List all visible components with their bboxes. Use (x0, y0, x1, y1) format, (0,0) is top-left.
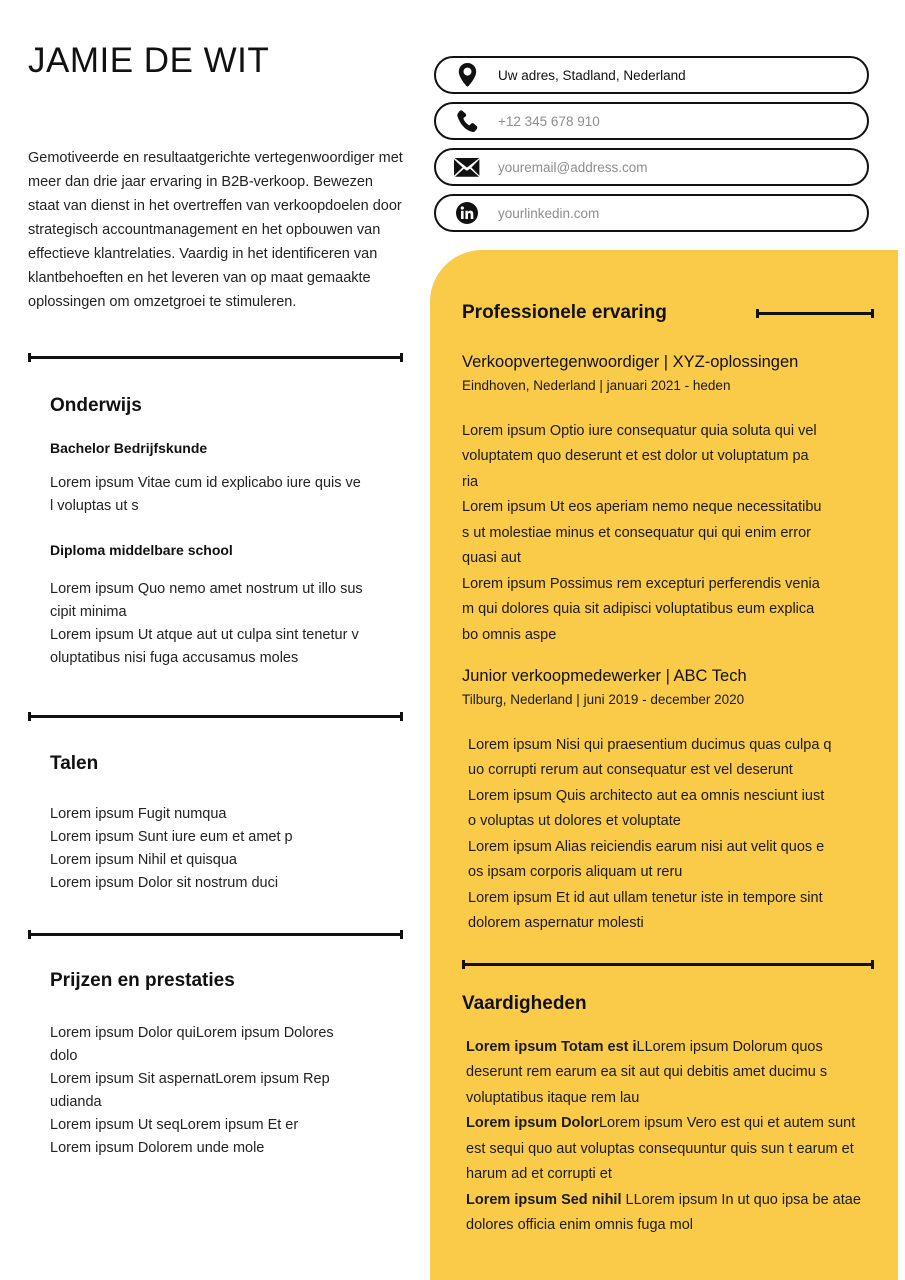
skill-label: Lorem ipsum Totam est i (466, 1038, 637, 1055)
text-line: s ut molestiae minus et consequatur qui qui enim error (462, 524, 811, 541)
education-entry-title: Diploma middelbare school (50, 541, 233, 558)
text-line: Lorem ipsum Sunt iure eum et amet p (50, 828, 293, 845)
text-line: Lorem ipsum Fugit numqua (50, 805, 227, 822)
education-entry (50, 440, 403, 518)
right-column (462, 250, 874, 1239)
text-line: dolorem aspernatur molesti (468, 915, 644, 932)
location-pin-icon (450, 63, 484, 87)
skills-list (462, 1035, 874, 1239)
text-line: Lorem ipsum Ut seqLorem ipsum Et er (50, 1116, 299, 1133)
text-line: Lorem ipsum Optio iure consequatur quia soluta qui vel (462, 422, 817, 439)
education-entry-title: Bachelor Bedrijfskunde (50, 439, 208, 456)
education-entry (50, 542, 403, 670)
section-heading-skills: Vaardigheden (462, 992, 587, 1014)
contact-item-linkedin[interactable] (434, 194, 869, 232)
skill-label: Lorem ipsum Sed nihil (466, 1191, 626, 1208)
job-title: Verkoopvertegenwoordiger | XYZ-oplossingen (462, 353, 799, 371)
experience-job (462, 352, 874, 648)
section-languages (28, 753, 403, 895)
text-line: m qui dolores quia sit adipisci voluptatibus eum explica (462, 601, 815, 618)
candidate-name: JAMIE DE WIT (28, 41, 270, 80)
text-line: ria (462, 473, 479, 490)
text-line: Lorem ipsum Vitae cum id explicabo iure quis ve (50, 474, 361, 491)
section-education (28, 395, 403, 670)
skill-item (466, 1035, 874, 1112)
section-awards (28, 970, 403, 1160)
text-line: Lorem ipsum Dolor quiLorem ipsum Dolores (50, 1024, 334, 1041)
skill-item (466, 1188, 874, 1239)
job-title: Junior verkoopmedewerker | ABC Tech (462, 667, 747, 686)
awards-lines (28, 1022, 403, 1160)
text-line: oluptatibus nisi fuga accusamus moles (50, 649, 299, 666)
section-heading-experience: Professionele ervaring (462, 302, 667, 323)
section-heading-education: Onderwijs (50, 394, 142, 416)
section-divider-languages (28, 715, 403, 718)
linkedin-icon (450, 202, 484, 224)
professional-summary: Gemotiveerde en resultaatgerichte vertegenwoordiger met meer dan drie jaar ervaring in B2B-verkoop. Bewezen staat van dienst in het overtreffen van verkoopdoelen door strategisch accountmanagement en het opbouwen van effectieve klantrelaties. Vaardig in het identificeren van klantbehoeften en het leveren van op maat gemaakte oplossingen om omzetgroei te stimuleren. (28, 149, 403, 310)
section-divider-skills (462, 963, 874, 966)
left-column (28, 42, 403, 1160)
text-line: Lorem ipsum Dolor sit nostrum duci (50, 874, 279, 891)
text-line: dolo (50, 1047, 78, 1064)
section-heading-languages: Talen (50, 752, 99, 774)
experience-heading-row (462, 302, 874, 324)
text-line: o voluptas ut dolores et voluptate (468, 813, 681, 830)
job-bullets (462, 733, 874, 937)
text-line: Lorem ipsum Alias reiciendis earum nisi aut velit quos e (468, 838, 825, 855)
skill-text: Lorem ipsum Vero est qui et autem sunt est sequi quo aut voluptas consequuntur quis sun t earum et harum ad et corrupti et (466, 1115, 856, 1183)
section-skills (462, 963, 874, 1239)
contact-value: yourlinkedin.com (498, 205, 600, 221)
skill-text: LLorem ipsum Dolorum quos deserunt rem earum ea sit aut qui debitis amet ducimu s voluptatibus itaque rem lau (466, 1038, 828, 1106)
text-line: Lorem ipsum Quis architecto aut ea omnis nesciunt iust (468, 787, 825, 804)
text-line: voluptatem quo deserunt et est dolor ut voluptatum pa (462, 448, 809, 465)
text-line: Lorem ipsum Nisi qui praesentium ducimus quas culpa q (468, 736, 832, 753)
job-bullets (462, 419, 874, 649)
text-line: udianda (50, 1093, 102, 1110)
job-meta: Eindhoven, Nederland | januari 2021 - heden (462, 377, 731, 393)
contact-list (434, 56, 869, 240)
envelope-icon (450, 158, 484, 177)
text-line: Lorem ipsum Et id aut ullam tenetur iste in tempore sint (468, 889, 823, 906)
text-line: Lorem ipsum Possimus rem excepturi perferendis venia (462, 575, 820, 592)
contact-item-phone[interactable] (434, 102, 869, 140)
contact-value: Uw adres, Stadland, Nederland (498, 67, 686, 83)
text-line: quasi aut (462, 550, 521, 567)
text-line: Lorem ipsum Ut eos aperiam nemo neque necessitatibu (462, 499, 822, 516)
text-line: uo corrupti rerum aut consequatur est vel deserunt (468, 762, 793, 779)
contact-item-email[interactable] (434, 148, 869, 186)
section-divider-education (28, 356, 403, 359)
phone-icon (450, 110, 484, 132)
text-line: Lorem ipsum Dolorem unde mole (50, 1139, 265, 1156)
section-experience (462, 250, 874, 937)
contact-value: +12 345 678 910 (498, 113, 600, 129)
text-line: os ipsam corporis aliquam ut reru (468, 864, 683, 881)
contact-value: youremail@address.com (498, 159, 648, 175)
text-line: l voluptas ut s (50, 497, 139, 514)
contact-item-address[interactable] (434, 56, 869, 94)
job-meta: Tilburg, Nederland | juni 2019 - december 2020 (462, 691, 745, 707)
skill-label: Lorem ipsum Dolor (466, 1115, 599, 1132)
education-entry-lines (50, 472, 403, 518)
section-divider-awards (28, 933, 403, 936)
text-line: Lorem ipsum Nihil et quisqua (50, 851, 237, 868)
languages-lines (28, 803, 403, 895)
text-line: cipit minima (50, 603, 127, 620)
experience-job (462, 666, 874, 937)
text-line: Lorem ipsum Quo nemo amet nostrum ut illo sus (50, 580, 363, 597)
education-entry-lines (50, 578, 403, 670)
text-line: Lorem ipsum Sit aspernatLorem ipsum Rep (50, 1070, 330, 1087)
section-heading-awards: Prijzen en prestaties (50, 969, 235, 991)
text-line: bo omnis aspe (462, 626, 557, 643)
text-line: Lorem ipsum Ut atque aut ut culpa sint tenetur v (50, 626, 359, 643)
heading-rule (756, 312, 874, 315)
skill-text: LLorem ipsum In ut quo ipsa be atae dolores officia enim omnis fuga mol (466, 1191, 861, 1234)
skill-item (466, 1111, 874, 1188)
